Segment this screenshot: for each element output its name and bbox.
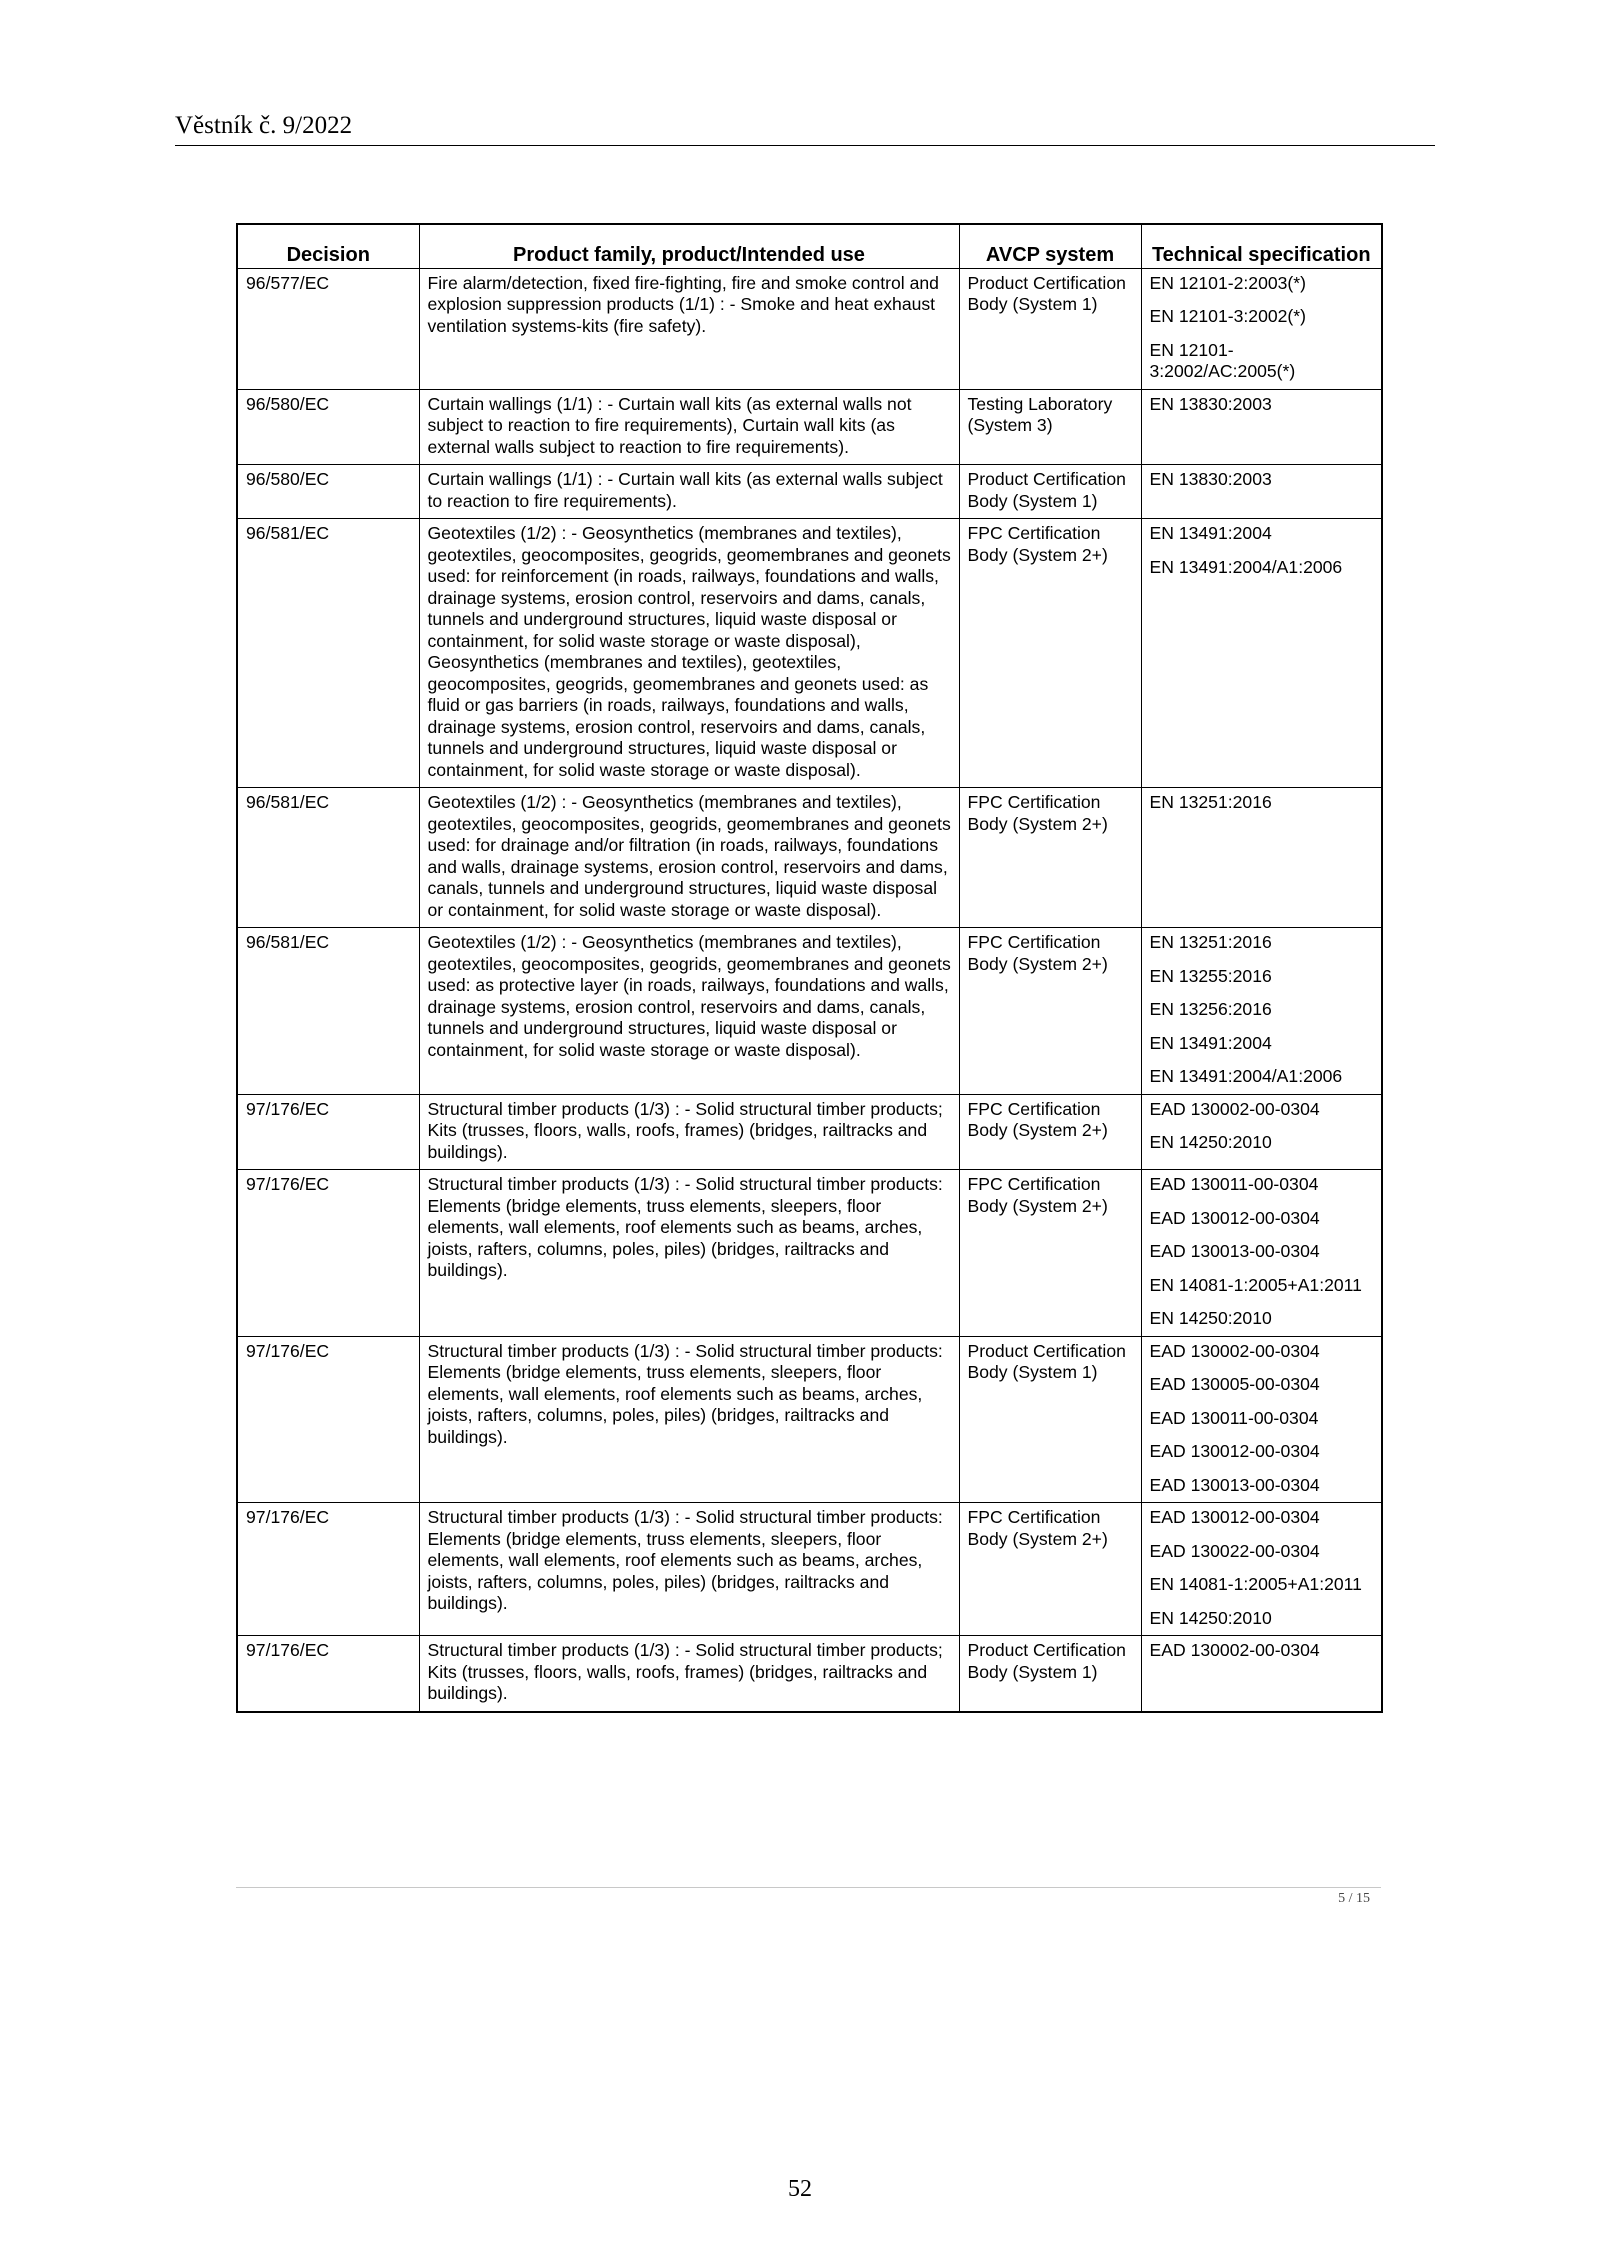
specification-item: EAD 130002-00-0304 xyxy=(1149,1098,1320,1119)
avcp-cell: Product Certification Body (System 1) xyxy=(959,465,1141,519)
journal-header: Věstník č. 9/2022 xyxy=(175,111,1435,146)
specification-item: EAD 130011-00-0304 xyxy=(1149,1174,1319,1194)
decision-cell: 97/176/EC xyxy=(237,1503,419,1636)
product-cell: Structural timber products (1/3) : - Solid structural timber products; Kits (trusses, floors, walls, roofs, frames) (bridges, railtracks and buildings). xyxy=(419,1636,959,1712)
table-row xyxy=(237,1503,1382,1636)
column-header-decision: Decision xyxy=(237,224,419,268)
avcp-cell: Product Certification Body (System 1) xyxy=(959,1336,1141,1503)
specification-item: EN 13830:2003 xyxy=(1149,393,1272,414)
specification-cell xyxy=(1141,928,1382,1095)
product-cell: Structural timber products (1/3) : - Solid structural timber products: Elements (bridge elements, truss elements, sleepers, floor elements, wall elements, roof elements such as beams, arches, joists, rafters, columns, poles, piles) (bridges, railtracks and buildings). xyxy=(419,1503,959,1636)
specification-item: EN 13830:2003 xyxy=(1149,469,1272,489)
specification-cell xyxy=(1141,788,1382,928)
specification-cell xyxy=(1141,1094,1382,1170)
avcp-cell: Testing Laboratory (System 3) xyxy=(959,389,1141,465)
specification-item: EN 13256:2016 xyxy=(1149,999,1272,1019)
specification-item: EAD 130013-00-0304 xyxy=(1149,1474,1320,1495)
specification-cell xyxy=(1141,1170,1382,1337)
specification-item: EAD 130005-00-0304 xyxy=(1149,1374,1320,1394)
page-number: 52 xyxy=(788,2176,812,2202)
specification-cell xyxy=(1141,1503,1382,1636)
specification-item: EN 13491:2004/A1:2006 xyxy=(1149,1066,1343,1086)
specification-item: EAD 130022-00-0304 xyxy=(1149,1540,1320,1561)
specification-item: EAD 130002-00-0304 xyxy=(1149,1640,1320,1660)
specification-cell xyxy=(1141,465,1382,519)
product-cell: Structural timber products (1/3) : - Solid structural timber products: Elements (bridge elements, truss elements, sleepers, floor elements, wall elements, roof elements such as beams, arches, joists, rafters, columns, poles, piles) (bridges, railtracks and buildings). xyxy=(419,1170,959,1337)
specification-cell xyxy=(1141,268,1382,389)
decision-cell: 97/176/EC xyxy=(237,1336,419,1503)
avcp-cell: FPC Certification Body (System 2+) xyxy=(959,1503,1141,1636)
specification-item: EN 14081-1:2005+A1:2011 xyxy=(1149,1574,1362,1594)
specification-item: EN 14250:2010 xyxy=(1149,1607,1272,1628)
product-cell: Geotextiles (1/2) : - Geosynthetics (membranes and textiles), geotextiles, geocomposites, geogrids, geomembranes and geonets used: for drainage and/or filtration (in roads, railways, foundations and walls, drainage systems, erosion control, reservoirs and dams, canals, tunnels and underground structures, liquid waste disposal or containment, for solid waste storage or waste disposal). xyxy=(419,788,959,928)
decision-cell: 97/176/EC xyxy=(237,1636,419,1712)
decision-cell: 96/580/EC xyxy=(237,389,419,465)
table-row xyxy=(237,1636,1382,1712)
avcp-cell: FPC Certification Body (System 2+) xyxy=(959,1170,1141,1337)
specification-item: EN 12101-3:2002/AC:2005(*) xyxy=(1149,339,1296,381)
footer-divider xyxy=(236,1887,1381,1888)
specification-cell xyxy=(1141,389,1382,465)
product-cell: Geotextiles (1/2) : - Geosynthetics (membranes and textiles), geotextiles, geocomposites, geogrids, geomembranes and geonets used: for reinforcement (in roads, railways, foundations and walls, drainage systems, erosion control, reservoirs and dams, canals, tunnels and underground structures, liquid waste disposal or containment, for solid waste storage or waste disposal), Geosynthetics (membranes and textiles), geotextiles, geocomposites, geogrids, geomembranes and geonets used: as fluid or gas barriers (in roads, railways, foundations and walls, drainage systems, erosion control, reservoirs and dams, canals, tunnels and underground structures, liquid waste disposal or containment, for solid waste storage or waste disposal). xyxy=(419,519,959,788)
decision-cell: 96/581/EC xyxy=(237,519,419,788)
decision-cell: 97/176/EC xyxy=(237,1170,419,1337)
product-cell: Geotextiles (1/2) : - Geosynthetics (membranes and textiles), geotextiles, geocomposites, geogrids, geomembranes and geonets used: as protective layer (in roads, railways, foundations and walls, drainage systems, erosion control, reservoirs and dams, canals, tunnels and underground structures, liquid waste disposal or containment, for solid waste storage or waste disposal). xyxy=(419,928,959,1095)
column-header-product: Product family, product/Intended use xyxy=(419,224,959,268)
specification-item: EN 12101-2:2003(*) xyxy=(1149,272,1306,293)
product-cell: Structural timber products (1/3) : - Solid structural timber products: Elements (bridge elements, truss elements, sleepers, floor elements, wall elements, roof elements such as beams, arches, joists, rafters, columns, poles, piles) (bridges, railtracks and buildings). xyxy=(419,1336,959,1503)
decision-cell: 96/577/EC xyxy=(237,268,419,389)
product-cell: Structural timber products (1/3) : - Solid structural timber products; Kits (trusses, floors, walls, roofs, frames) (bridges, railtracks and buildings). xyxy=(419,1094,959,1170)
product-cell: Fire alarm/detection, fixed fire-fighting, fire and smoke control and explosion suppression products (1/1) : - Smoke and heat exhaust ventilation systems-kits (fire safety). xyxy=(419,268,959,389)
specification-item: EN 14081-1:2005+A1:2011 xyxy=(1149,1274,1362,1295)
specification-item: EAD 130012-00-0304 xyxy=(1149,1441,1320,1461)
avcp-cell: FPC Certification Body (System 2+) xyxy=(959,519,1141,788)
decision-cell: 97/176/EC xyxy=(237,1094,419,1170)
specification-item: EAD 130011-00-0304 xyxy=(1149,1407,1319,1428)
specification-table xyxy=(236,223,1383,1713)
table-row xyxy=(237,519,1382,788)
specification-item: EAD 130012-00-0304 xyxy=(1149,1507,1320,1527)
specification-item: EN 13251:2016 xyxy=(1149,792,1272,812)
avcp-cell: FPC Certification Body (System 2+) xyxy=(959,1094,1141,1170)
specification-item: EAD 130012-00-0304 xyxy=(1149,1207,1320,1228)
avcp-cell: FPC Certification Body (System 2+) xyxy=(959,788,1141,928)
table-row xyxy=(237,788,1382,928)
table-row xyxy=(237,1336,1382,1503)
specification-cell xyxy=(1141,1636,1382,1712)
specification-item: EN 14250:2010 xyxy=(1149,1308,1272,1328)
table-row xyxy=(237,928,1382,1095)
avcp-cell: Product Certification Body (System 1) xyxy=(959,1636,1141,1712)
table-row xyxy=(237,389,1382,465)
specification-item: EAD 130013-00-0304 xyxy=(1149,1241,1320,1261)
specification-item: EN 13251:2016 xyxy=(1149,932,1272,952)
table-row xyxy=(237,1170,1382,1337)
decision-cell: 96/581/EC xyxy=(237,928,419,1095)
product-cell: Curtain wallings (1/1) : - Curtain wall kits (as external walls subject to reaction to fire requirements). xyxy=(419,465,959,519)
section-page-counter: 5 / 15 xyxy=(1338,1891,1370,1906)
specification-item: EN 13255:2016 xyxy=(1149,965,1272,986)
specification-cell xyxy=(1141,519,1382,788)
specification-item: EAD 130002-00-0304 xyxy=(1149,1340,1320,1361)
specification-item: EN 13491:2004 xyxy=(1149,523,1272,543)
decision-cell: 96/581/EC xyxy=(237,788,419,928)
specification-item: EN 12101-3:2002(*) xyxy=(1149,306,1306,326)
table-row xyxy=(237,465,1382,519)
avcp-cell: Product Certification Body (System 1) xyxy=(959,268,1141,389)
specification-item: EN 13491:2004 xyxy=(1149,1032,1272,1053)
table-row xyxy=(237,268,1382,389)
specification-cell xyxy=(1141,1336,1382,1503)
column-header-avcp: AVCP system xyxy=(959,224,1141,268)
table-header-row xyxy=(237,224,1382,268)
product-cell: Curtain wallings (1/1) : - Curtain wall kits (as external walls not subject to reaction to fire requirements), Curtain wall kits (as external walls subject to reaction to fire requirements). xyxy=(419,389,959,465)
specification-item: EN 13491:2004/A1:2006 xyxy=(1149,556,1343,577)
specification-item: EN 14250:2010 xyxy=(1149,1132,1272,1152)
decision-cell: 96/580/EC xyxy=(237,465,419,519)
table-row xyxy=(237,1094,1382,1170)
avcp-cell: FPC Certification Body (System 2+) xyxy=(959,928,1141,1095)
column-header-specification: Technical specification xyxy=(1141,224,1382,268)
